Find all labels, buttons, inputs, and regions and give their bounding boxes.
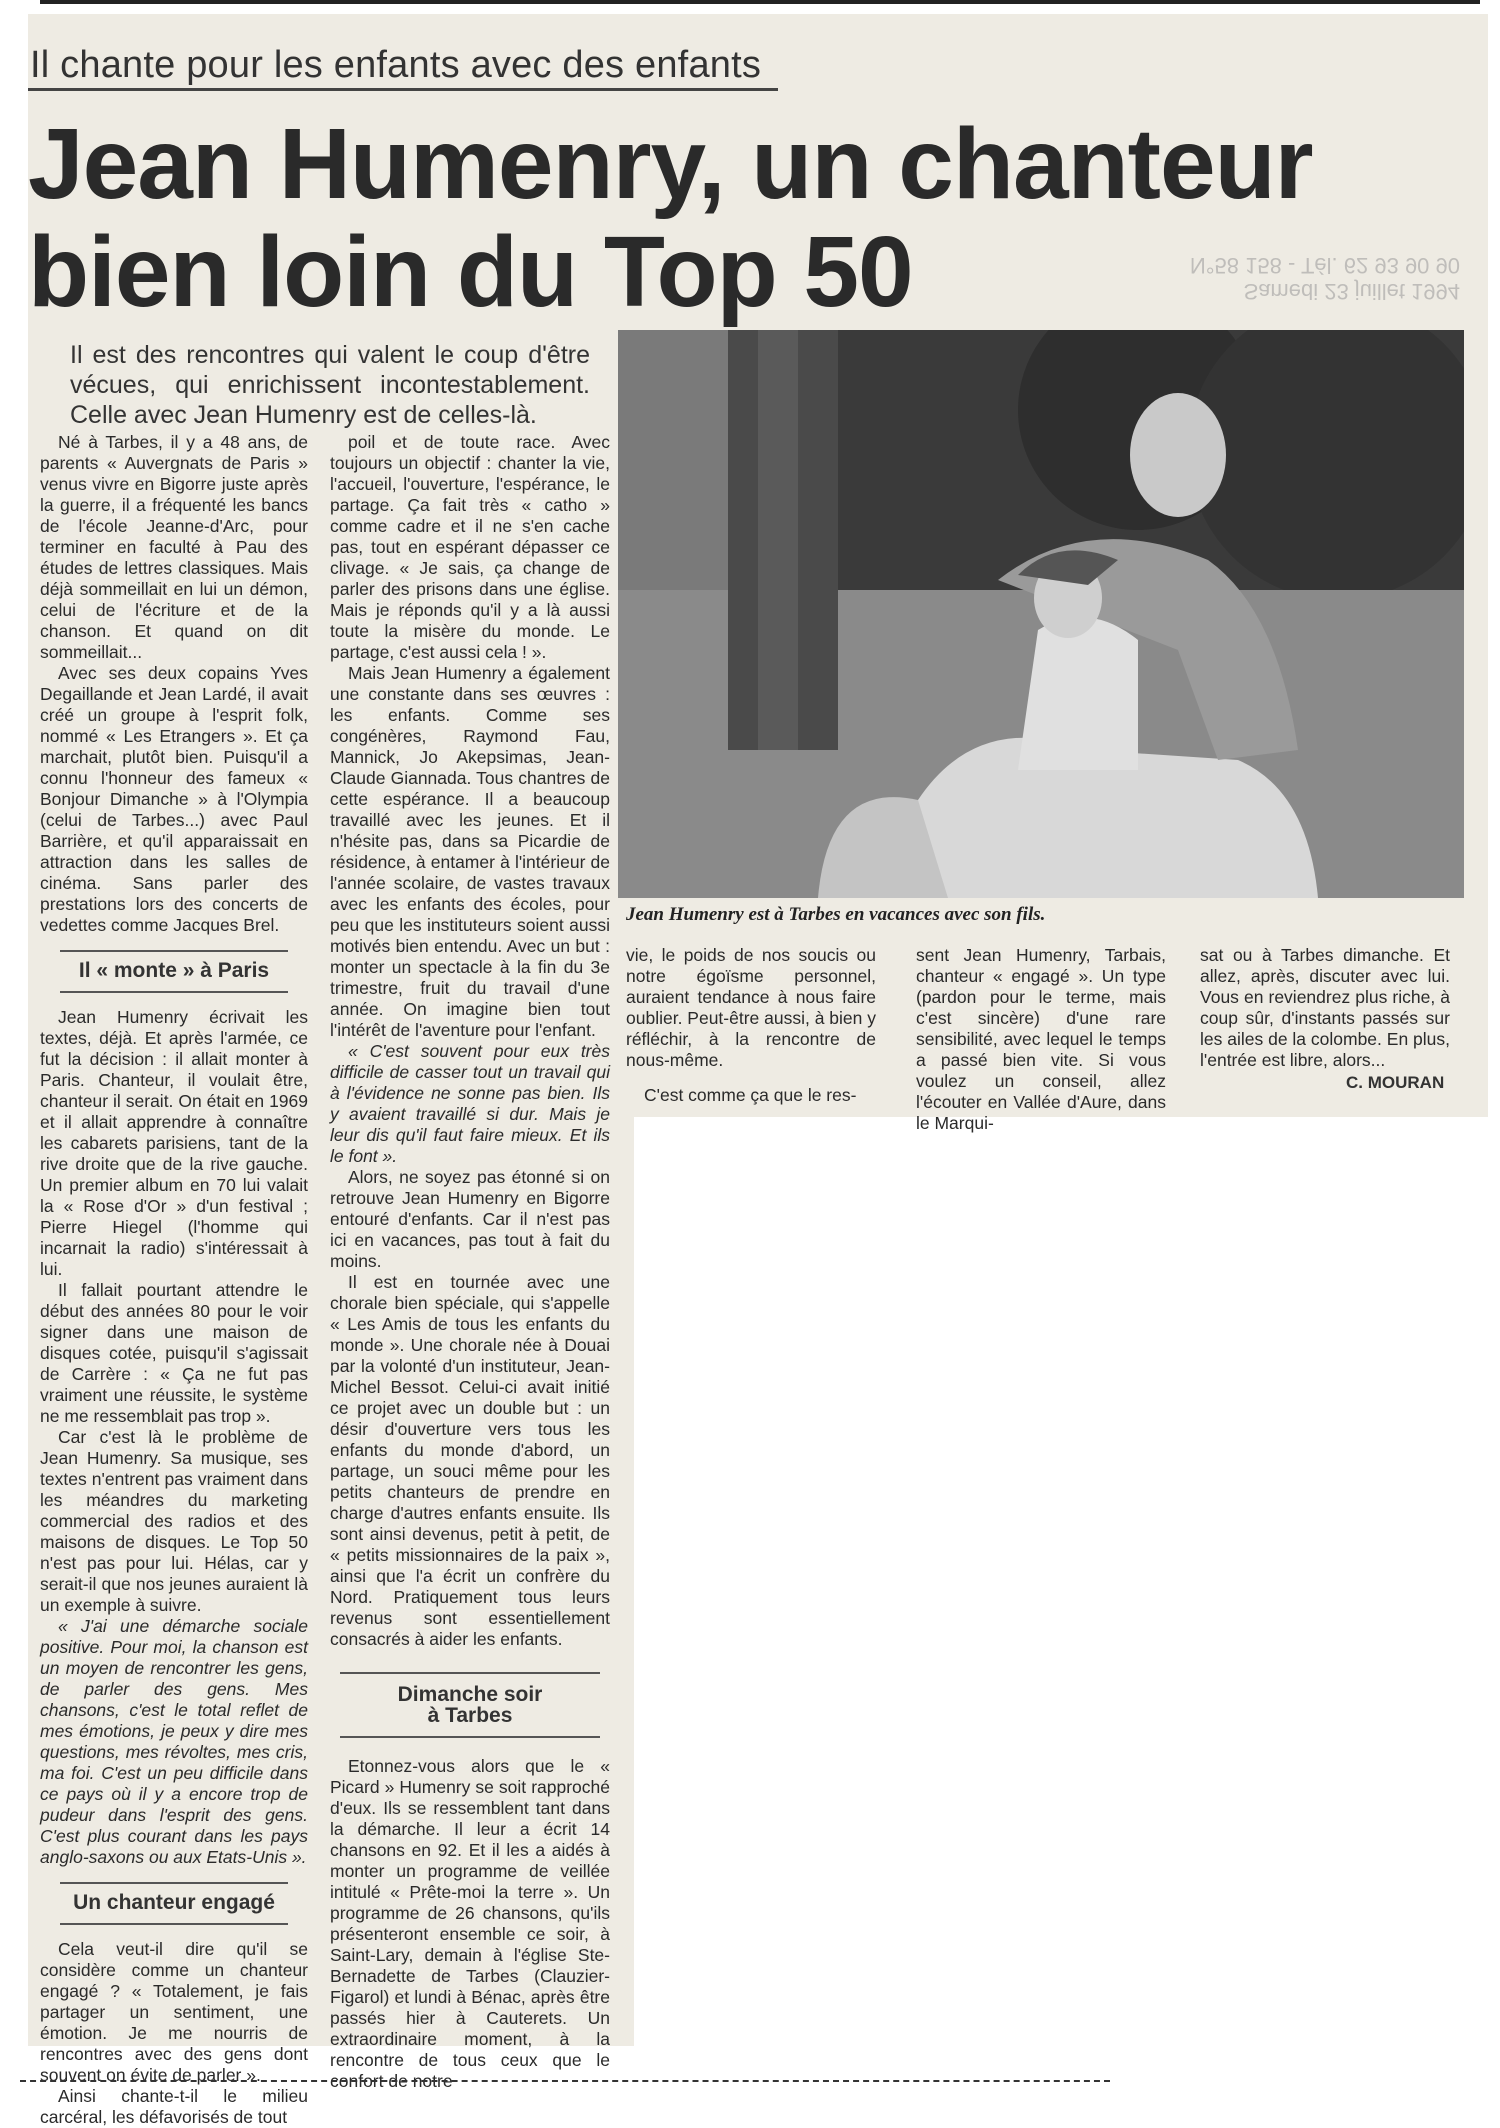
paragraph: Mais Jean Humenry a également une constante dans ses œuvres : les enfants. Comme ses congénères, Raymond Fau, Mannick, Jo Akepsimas, Jean-Claude Giannada. Tous chantres de cette espérance. Il a beaucoup travaillé avec les jeunes. Et il n'hésite pas, dans sa Picardie de résidence, à entamer à l'intérieur de l'année scolaire, de vastes travaux avec les enfants des écoles, pour peu que les instituteurs soient aussi motivés bien entendu. Avec un but : monter un spectacle à la fin du 3e trimestre, fruit du travail d'une année. On imagine bien tout l'intérêt de l'aventure pour l'enfant. (330, 663, 610, 1040)
top-edge (40, 0, 1480, 4)
column-4: sent Jean Humenry, Tarbais, chanteur « engagé ». Un type (pardon pour le terme, mais c'est sincère) d'une rare sensibilité, avec lequel le temps a passé bien vite. Si vous voulez un conseil, allez l'écouter en Vallée d'Aure, dans le Marqui- (916, 945, 1166, 1133)
subheading-dimanche (330, 1684, 610, 1726)
divider (60, 1882, 288, 1884)
paragraph: poil et de toute race. Avec toujours un objectif : chanter la vie, l'accueil, l'ouverture, l'espérance, le partage. Ça fait très « catho » comme cadre et il ne s'en cache pas, tout en espérant dépasser ce clivage. « Je sais, ça change de parler des prisons dans une église. Mais je réponds qu'il y a là aussi toute la misère du monde. Le partage, c'est aussi cela ! ». (330, 432, 610, 662)
paragraph: vie, le poids de nos soucis ou notre égoïsme personnel, auraient tendance à nous faire oublier. Peut-être aussi, à bien y réfléchir, à la rencontre de nous-même. (626, 945, 877, 1070)
column-3 (626, 945, 876, 1106)
headline (28, 110, 1313, 326)
stamp-line-1: Samedi 23 juillet 1994 (1243, 279, 1460, 304)
divider (60, 1923, 288, 1925)
paragraph: Alors, ne soyez pas étonné si on retrouve Jean Humenry en Bigorre entouré d'enfants. Car il n'est pas ici en vacances, pas tout à fait du moins. (330, 1167, 610, 1271)
paragraph: C'est comme ça que le res- (644, 1085, 857, 1105)
headline-line-1: Jean Humenry, un chanteur (28, 108, 1313, 220)
intro-paragraph: Il est des rencontres qui valent le coup d'être vécues, qui enrichissent incontestablement. Celle avec Jean Humenry est de celles-là. (70, 341, 590, 429)
subheading-engage: Un chanteur engagé (73, 1891, 275, 1914)
quote-paragraph: « J'ai une démarche sociale positive. Pour moi, la chanson est un moyen de rencontrer les gens, de parler des gens. Mes chansons, c'est le total reflet de mes émotions, je peux y dire mes questions, mes révoltes, mes cris, ma foi. C'est un peu difficile dans ce pays où il y a encore trop de pudeur dans l'esprit des gens. C'est plus courant dans les pays anglo-saxons ou aux Etats-Unis ». (40, 1616, 308, 1867)
paragraph: Il est en tournée avec une chorale bien spéciale, qui s'appelle « Les Amis de tous les enfants du monde ». Une chorale née à Douai par la volonté d'un instituteur, Jean-Michel Bessot. Celui-ci avait initié ce projet avec un double but : un désir d'ouverture vers tous les enfants du monde d'abord, un partage, un souci même pour les petits chanteurs de prendre en charge d'autres enfants ensuite. Ils sont ainsi devenus, petit à petit, de « petits missionnaires de la paix », ainsi que l'a écrit un confrère du Nord. Pratiquement tous leurs revenus sont essentiellement consacrés à aider les enfants. (330, 1272, 610, 1649)
paragraph: Né à Tarbes, il y a 48 ans, de parents « Auvergnats de Paris » venus vivre en Bigorre juste après la guerre, il a fréquenté les bancs de l'école Jeanne-d'Arc, pour terminer en faculté à Pau des études de lettres classiques. Mais déjà sommeillait en lui un démon, celui de l'écriture et de la chanson. Et quand on dit sommeillait... (40, 432, 308, 662)
photo-father-son-illustration (618, 330, 1464, 898)
paragraph: Avec ses deux copains Yves Degaillande et Jean Lardé, il avait créé un groupe à l'esprit folk, nommé « Les Etrangers ». Et ça marchait, plutôt bien. Puisqu'il a connu l'honneur des fameux « Bonjour Dimanche » à l'Olympia (celui de Tarbes...) avec Paul Barrière, et qu'il apparaissait en attraction dans les salles de cinéma. Sans parler des prestations lors des concerts de vedettes comme Jacques Brel. (40, 663, 308, 935)
author-signature: C. MOURAN (1346, 1073, 1445, 1092)
column-5: sat ou à Tarbes dimanche. Et allez, après, discuter avec lui. Vous en reviendrez plus riche, à coup sûr, d'instants passés sur les ailes de la colombe. En plus, l'entrée est libre, alors... (1200, 945, 1450, 1070)
paragraph: Car c'est là le problème de Jean Humenry. Sa musique, ses textes n'entrent pas vraiment dans les méandres du marketing commercial des radios et des maisons de disques. Le Top 50 n'est pas pour lui. Hélas, car y serait-il que nos jeunes auraient là un exemple à suivre. (40, 1427, 308, 1615)
column-1 (40, 432, 308, 2128)
quote-paragraph: « C'est souvent pour eux très difficile de casser tout un travail qui à l'évidence ne sonne pas bien. Ils y avaient travaillé si dur. Mais je leur dis qu'il faut faire mieux. Et ils le font ». (330, 1041, 610, 1166)
column-2 (330, 432, 610, 2092)
kicker: Il chante pour les enfants avec des enfants (30, 44, 762, 86)
paragraph: Etonnez-vous alors que le « Picard » Humenry se soit rapproché d'eux. Ils se ressemblent tant dans la démarche. Il leur a écrit 14 chansons en 92. Et il les a aidés à monter un programme de veillée intitulé « Prête-moi la terre ». Un programme de 26 chansons, qu'ils présenteront ensemble ce soir, à Saint-Lary, demain à l'église Ste-Bernadette de Tarbes (Clauzier-Figarol) et lundi à Bénac, après être passés hier à Cauterets. Un extraordinaire moment, à la rencontre de tous ceux que le confort de notre (330, 1756, 610, 2091)
divider (340, 1736, 600, 1738)
divider (340, 1672, 600, 1674)
stamp-line-2: N°58 158 - Tél. 62 93 90 90 (1189, 253, 1460, 278)
bleed-through-stamp (1190, 252, 1460, 304)
paragraph: Il fallait pourtant attendre le début des années 80 pour le voir signer dans une maison de disques cotée, puisqu'il s'agissait de Carrère : « Ça ne fut pas vraiment une réussite, le système ne me ressemblait pas trop ». (40, 1280, 308, 1426)
photo-caption: Jean Humenry est à Tarbes en vacances avec son fils. (626, 904, 1046, 925)
paragraph: Ainsi chante-t-il le milieu carcéral, les défavorisés de tout (40, 2086, 308, 2127)
article-photo (618, 330, 1464, 898)
divider (60, 950, 288, 952)
kicker-rule (28, 88, 778, 91)
subheading-line-2: à Tarbes (427, 1704, 513, 1727)
subheading-paris: Il « monte » à Paris (78, 959, 270, 982)
subheading-line-1: Dimanche soir (397, 1683, 543, 1706)
paragraph: Cela veut-il dire qu'il se considère comme un chanteur engagé ? « Totalement, je fais partager un sentiment, une émotion. Je me nourris de rencontres avec des gens dont souvent on évite de parler ». (40, 1939, 308, 2085)
headline-line-2: bien loin du Top 50 (28, 216, 913, 328)
cut-line (20, 2080, 1110, 2082)
divider (60, 991, 288, 993)
paragraph: Jean Humenry écrivait les textes, déjà. Et après l'armée, ce fut la décision : il allait monter à Paris. Chanteur, il voulait être, chanteur il serait. On était en 1969 et il allait apprendre à connaître les cabarets parisiens, tant de la rive droite que de la rive gauche. Un premier album en 70 lui valait la « Rose d'Or » d'un festival ; Pierre Hiegel (l'homme qui incarnait la radio) s'intéressait à lui. (40, 1007, 308, 1279)
